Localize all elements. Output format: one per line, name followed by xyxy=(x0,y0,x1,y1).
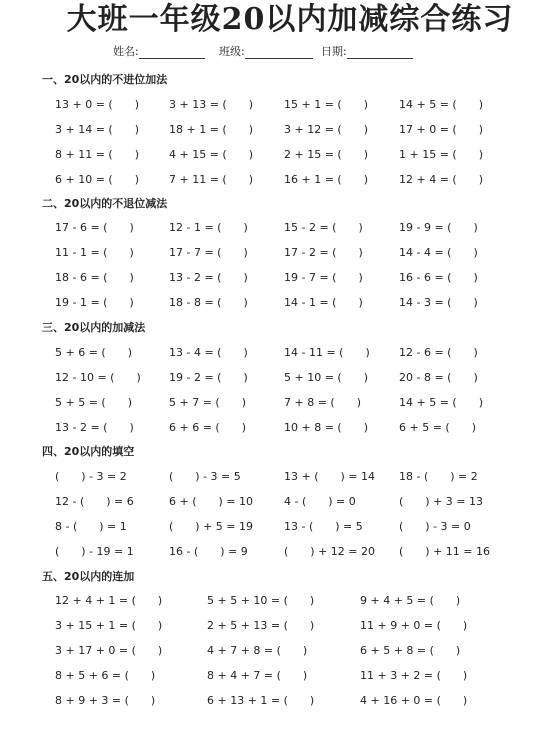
problem: 17 - 2 = ( ) xyxy=(284,246,363,259)
problem: ( ) + 11 = 16 xyxy=(399,545,490,558)
problem: 3 + 17 + 0 = ( ) xyxy=(55,644,163,657)
problem: 12 - 1 = ( ) xyxy=(169,221,248,234)
name-label: 姓名: xyxy=(113,45,139,58)
problem: 6 + 13 + 1 = ( ) xyxy=(207,694,315,707)
problem: 12 - 10 = ( ) xyxy=(55,371,141,384)
problem: 9 + 4 + 5 = ( ) xyxy=(360,594,461,607)
problem: 6 + 10 = ( ) xyxy=(55,173,139,186)
problem: 11 - 1 = ( ) xyxy=(55,246,134,259)
problem: 4 + 16 + 0 = ( ) xyxy=(360,694,468,707)
problem: 5 + 10 = ( ) xyxy=(284,371,368,384)
problem: 14 - 4 = ( ) xyxy=(399,246,478,259)
problem: 16 - 6 = ( ) xyxy=(399,271,478,284)
problem: 3 + 15 + 1 = ( ) xyxy=(55,619,163,632)
problem: 13 + 0 = ( ) xyxy=(55,98,139,111)
problem: 13 - 2 = ( ) xyxy=(55,421,134,434)
problem: 2 + 15 = ( ) xyxy=(284,148,368,161)
problem: 18 - ( ) = 2 xyxy=(399,470,478,483)
class-field xyxy=(219,45,313,59)
problem: 14 - 3 = ( ) xyxy=(399,296,478,309)
problem: 8 + 9 + 3 = ( ) xyxy=(55,694,156,707)
problem: 8 + 11 = ( ) xyxy=(55,148,139,161)
problem: ( ) - 3 = 0 xyxy=(399,520,471,533)
problem: 5 + 5 = ( ) xyxy=(55,396,132,409)
problem: 5 + 6 = ( ) xyxy=(55,346,132,359)
section-heading: 二、20以内的不退位减法 xyxy=(42,197,168,210)
problem: 15 + 1 = ( ) xyxy=(284,98,368,111)
problem: 16 - ( ) = 9 xyxy=(169,545,248,558)
problem: 5 + 5 + 10 = ( ) xyxy=(207,594,315,607)
problem: 8 + 4 + 7 = ( ) xyxy=(207,669,308,682)
problem: 17 + 0 = ( ) xyxy=(399,123,483,136)
problem: 19 - 2 = ( ) xyxy=(169,371,248,384)
problem: 19 - 7 = ( ) xyxy=(284,271,363,284)
section-heading: 一、20以内的不进位加法 xyxy=(42,73,168,86)
problem: 1 + 15 = ( ) xyxy=(399,148,483,161)
problem: 13 - 2 = ( ) xyxy=(169,271,248,284)
problem: 2 + 5 + 13 = ( ) xyxy=(207,619,315,632)
problem: 14 + 5 = ( ) xyxy=(399,98,483,111)
problem: 18 - 8 = ( ) xyxy=(169,296,248,309)
problem: 6 + 6 = ( ) xyxy=(169,421,246,434)
problem: 4 + 15 = ( ) xyxy=(169,148,253,161)
problem: 20 - 8 = ( ) xyxy=(399,371,478,384)
problem: 10 + 8 = ( ) xyxy=(284,421,368,434)
problem: 13 - 4 = ( ) xyxy=(169,346,248,359)
class-label: 班级: xyxy=(219,45,245,58)
problem: 8 - ( ) = 1 xyxy=(55,520,127,533)
class-blank[interactable] xyxy=(245,47,313,59)
problem: 3 + 14 = ( ) xyxy=(55,123,139,136)
problem: 4 + 7 + 8 = ( ) xyxy=(207,644,308,657)
problem: 14 - 1 = ( ) xyxy=(284,296,363,309)
page-title: 大班一年级20以内加减综合练习 xyxy=(66,2,514,37)
section-heading: 三、20以内的加减法 xyxy=(42,321,146,334)
problem: 11 + 3 + 2 = ( ) xyxy=(360,669,468,682)
problem: ( ) + 5 = 19 xyxy=(169,520,253,533)
problem: ( ) + 12 = 20 xyxy=(284,545,375,558)
problem: ( ) - 3 = 5 xyxy=(169,470,241,483)
problem: 17 - 6 = ( ) xyxy=(55,221,134,234)
problem: 13 + ( ) = 14 xyxy=(284,470,375,483)
problem: 18 - 6 = ( ) xyxy=(55,271,134,284)
problem: 13 - ( ) = 5 xyxy=(284,520,363,533)
problem: 12 - 6 = ( ) xyxy=(399,346,478,359)
problem: 5 + 7 = ( ) xyxy=(169,396,246,409)
problem: 19 - 9 = ( ) xyxy=(399,221,478,234)
problem: 6 + 5 + 8 = ( ) xyxy=(360,644,461,657)
problem: ( ) - 19 = 1 xyxy=(55,545,134,558)
problem: 16 + 1 = ( ) xyxy=(284,173,368,186)
date-label: 日期: xyxy=(321,45,347,58)
problem: 7 + 11 = ( ) xyxy=(169,173,253,186)
problem: 18 + 1 = ( ) xyxy=(169,123,253,136)
problem: 12 + 4 + 1 = ( ) xyxy=(55,594,163,607)
problem: 6 + 5 = ( ) xyxy=(399,421,476,434)
problem: 3 + 13 = ( ) xyxy=(169,98,253,111)
problem: 8 + 5 + 6 = ( ) xyxy=(55,669,156,682)
problem: 6 + ( ) = 10 xyxy=(169,495,253,508)
problem: ( ) - 3 = 2 xyxy=(55,470,127,483)
section-heading: 五、20以内的连加 xyxy=(42,570,135,583)
problem: 12 - ( ) = 6 xyxy=(55,495,134,508)
problem: 17 - 7 = ( ) xyxy=(169,246,248,259)
problem: 11 + 9 + 0 = ( ) xyxy=(360,619,468,632)
problem: 3 + 12 = ( ) xyxy=(284,123,368,136)
problem: 4 - ( ) = 0 xyxy=(284,495,356,508)
problem: 15 - 2 = ( ) xyxy=(284,221,363,234)
problem: 19 - 1 = ( ) xyxy=(55,296,134,309)
section-heading: 四、20以内的填空 xyxy=(42,445,135,458)
name-blank[interactable] xyxy=(139,47,205,59)
problem: 12 + 4 = ( ) xyxy=(399,173,483,186)
problem: 7 + 8 = ( ) xyxy=(284,396,361,409)
date-field xyxy=(321,45,413,59)
date-blank[interactable] xyxy=(347,47,413,59)
problem: 14 + 5 = ( ) xyxy=(399,396,483,409)
name-field xyxy=(113,45,205,59)
problem: 14 - 11 = ( ) xyxy=(284,346,370,359)
problem: ( ) + 3 = 13 xyxy=(399,495,483,508)
